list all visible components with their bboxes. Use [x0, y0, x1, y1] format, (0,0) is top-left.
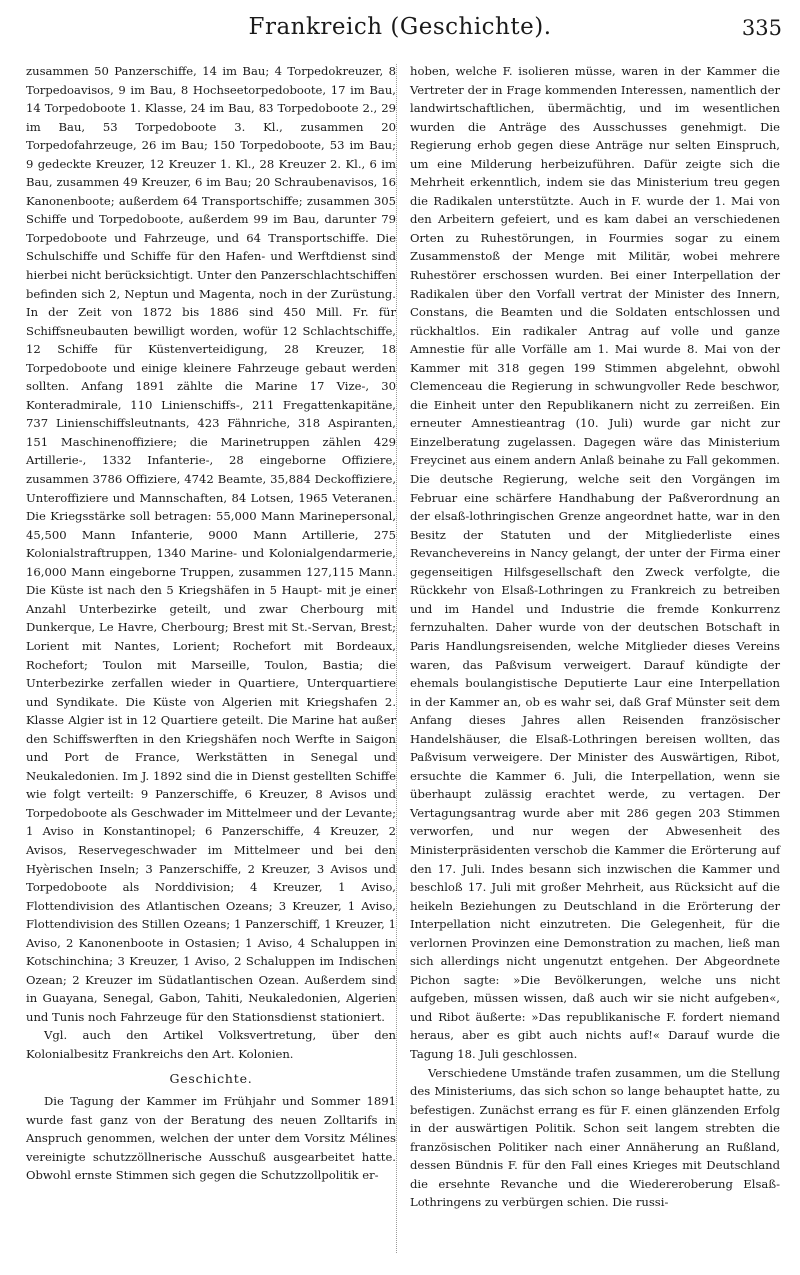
- right-paragraph-ministerium: Verschiedene Umstände trafen zusammen, um die Stellung des Ministeriums, das sich schon so lange behauptet hatte, zu befestigen. Zunächst errang es für F. einen glänzenden Erfolg in der auswärtigen Politik. Schon seit langem strebten die französischen Politiker nach einer Annäherung an Rußland, dessen Bündnis F. für den Fall eines Krieges mit Deutschland die ersehnte Revanche und die Wiedereroberung Elsaß-Lothringens zu verbürgen schien. Die russi-: [410, 1065, 780, 1210]
- left-paragraph-history: Die Tagung der Kammer im Frühjahr und Sommer 1891 wurde fast ganz von der Beratung des neuen Zolltarifs in Anspruch genommen, welchen der unter dem Vorsitz Mélines vereinigte schutzzöllnerische Ausschuß ausgearbeitet hatte. Obwohl ernste Stimmen sich gegen die Schutzzollpolitik er-: [26, 1094, 396, 1183]
- right-column: [410, 62, 780, 1265]
- running-head-title: Frankreich (Geschichte).: [248, 14, 552, 40]
- text-columns: [26, 62, 782, 1265]
- page-number: 335: [741, 16, 782, 40]
- left-paragraph-marine: zusammen 50 Panzerschiffe, 14 im Bau; 4 Torpedokreuzer, 8 Torpedoavisos, 9 im Bau, 8 Hochseetorpedoboote, 17 im Bau, 14 Torpedoboote 1. Klasse, 24 im Bau, 83 Torpedoboote 2., 29 im Bau, 53 Torpedoboote 3. Kl., zusammen 20 Torpedofahrzeuge, 26 im Bau; 150 Torpedoboote, 53 im Bau; 9 gedeckte Kreuzer, 12 Kreuzer 1. Kl., 28 Kreuzer 2. Kl., 6 im Bau, zusammen 49 Kreuzer, 6 im Bau; 20 Schraubenavisos, 16 Kanonenboote; außerdem 64 Transportschiffe; zusammen 305 Schiffe und Torpedoboote, außerdem 99 im Bau, darunter 79 Torpedoboote und Fahrzeuge, und 64 Transportschiffe. Die Schulschiffe und Schiffe für den Hafen- und Werftdienst sind hierbei nicht berücksichtigt. Unter den Panzerschlachtschiffen befinden sich 2, Neptun und Magenta, noch in der Zurüstung. In der Zeit von 1872 bis 1886 sind 450 Mill. Fr. für Schiffsneubauten bewilligt worden, wofür 12 Schlachtschiffe, 12 Schiffe für Küstenverteidigung, 28 Kreuzer, 18 Torpedoboote und einige kleinere Fahrzeuge gebaut werden sollten. Anfang 1891 zählte die Marine 17 Vize-, 30 Konteradmirale, 110 Linienschiffs-, 211 Fregattenkapitäne, 737 Linienschiffsleutnants, 423 Fähnriche, 318 Aspiranten, 151 Maschinenoffiziere; die Marinetruppen zählen 429 Artillerie-, 1332 Infanterie-, 28 eingeborne Offiziere, zusammen 3786 Offiziere, 4742 Beamte, 35,884 Deckoffiziere, Unteroffiziere und Mannschaften, 84 Lotsen, 1965 Veteranen. Die Kriegsstärke soll betragen: 55,000 Mann Marinepersonal, 45,500 Mann Infanterie, 9000 Mann Artillerie, 275 Kolonialstraftruppen, 1340 Marine- und Kolonialgendarmerie, 16,000 Mann eingeborne Truppen, zusammen 127,115 Mann. Die Küste ist nach den 5 Kriegshäfen in 5 Haupt- mit je einer Anzahl Unterbezirke geteilt, und zwar Cherbourg mit Dunkerque, Le Havre, Cherbourg; Brest mit St.-Servan, Brest; Lorient mit Nantes, Lorient; Rochefort mit Bordeaux, Rochefort; Toulon mit Marseille, Toulon, Bastia; die Unterbezirke zerfallen wieder in Quartiere, Unterquartiere und Syndikate. Die Küste von Algerien mit Kriegshafen 2. Klasse Algier ist in 12 Quartiere geteilt. Die Marine hat außer den Schiffswerften in den Kriegshäfen noch Werfte in Saigon und Port de France, Werkstätten in Senegal und Neukaledonien. Im J. 1892 sind die in Dienst gestellten Schiffe wie folgt verteilt: 9 Panzerschiffe, 6 Kreuzer, 8 Avisos und Torpedoboote als Geschwader im Mittelmeer und der Levante; 1 Aviso in Konstantinopel; 6 Panzerschiffe, 4 Kreuzer, 2 Avisos, Reservegeschwader im Mittelmeer und bei den Hyèrischen Inseln; 3 Panzerschiffe, 2 Kreuzer, 3 Avisos und Torpedoboote als Norddivision; 4 Kreuzer, 1 Aviso, Flottendivision des Atlantischen Ozeans; 3 Kreuzer, 1 Aviso, Flottendivision des Stillen Ozeans; 1 Panzerschiff, 1 Kreuzer, 1 Aviso, 2 Kanonenboote in Ostasien; 1 Aviso, 4 Schaluppen in Kotschinchina; 3 Kreuzer, 1 Aviso, 2 Schaluppen im Indischen Ozean; 2 Kreuzer im Südatlantischen Ozean. Außerdem sind in Guayana, Senegal, Gabon, Tahiti, Neukaledonien, Algerien und Tunis noch Fahrzeuge für den Stationsdienst stationiert.: [26, 64, 396, 1024]
- right-paragraph-kammer: hoben, welche F. isolieren müsse, waren in der Kammer die Vertreter der in Frage kommenden Interessen, namentlich der landwirtschaftlichen, übermächtig, und im wesentlichen wurden die Anträge des Ausschusses genehmigt. Die Regierung erhob gegen diese Anträge nur selten Einspruch, um eine Milderung herbeizuführen. Dafür zeigte sich die Mehrheit erkenntlich, indem sie das Ministerium treu gegen die Radikalen unterstützte. Auch in F. wurde der 1. Mai von den Arbeitern gefeiert, und es kam dabei an verschiedenen Orten zu Ruhestörungen, in Fourmies sogar zu einem Zusammenstoß der Menge mit Militär, wobei mehrere Ruhestörer erschossen wurden. Bei einer Interpellation der Radikalen über den Vorfall vertrat der Minister des Innern, Constans, die Beamten und die Soldaten entschlossen und rückhaltlos. Ein radikaler Antrag auf volle und ganze Amnestie für alle Vorfälle am 1. Mai wurde 8. Mai von der Kammer mit 318 gegen 199 Stimmen abgelehnt, obwohl Clemenceau die Regierung in schwungvoller Rede beschwor, die Einheit unter den Republikanern nicht zu zerreißen. Ein erneuter Amnestieantrag (10. Juli) wurde gar nicht zur Einzelberatung zugelassen. Dagegen wäre das Ministerium Freycinet aus einem andern Anlaß beinahe zu Fall gekommen. Die deutsche Regierung, welche seit den Vorgängen im Februar eine schärfere Handhabung der Paßverordnung an der elsaß-lothringischen Grenze angeordnet hatte, war in den Besitz der Statuten und der Mitgliederliste eines Revanchevereins in Nancy gelangt, der unter der Firma einer gegenseitigen Hilfsgesellschaft den Zweck verfolgte, die Rückkehr von Elsaß-Lothringen zu Frankreich zu betreiben und im Handel und Industrie die fremde Konkurrenz fernzuhalten. Daher wurde von der deutschen Botschaft in Paris Handlungsreisenden, welche Mitglieder dieses Vereins waren, das Paßvisum verweigert. Darauf kündigte der ehemals boulangistische Deputierte Laur eine Interpellation in der Kammer an, ob es wahr sei, daß Graf Münster seit dem Anfang dieses Jahres allen Reisenden französischer Handelshäuser, die Elsaß-Lothringen bereisen wollten, das Paßvisum verweigere. Der Minister des Auswärtigen, Ribot, ersuchte die Kammer 6. Juli, die Interpellation, wenn sie überhaupt zulässig erachtet werde, zu vertagen. Der Vertagungsantrag wurde aber mit 286 gegen 203 Stimmen verworfen, und nur wegen der Abwesenheit des Ministerpräsidenten verschob die Kammer die Erörterung auf den 17. Juli. Indes besann sich inzwischen die Kammer und beschloß 17. Juli mit großer Mehrheit, aus Rücksicht auf die heikeln Beziehungen zu Deutschland in die Erörterung der Interpellation nicht einzutreten. Die Gelegenheit, für die verlornen Provinzen eine Demonstration zu machen, ließ man sich allerdings nicht ungenutzt entgehen. Der Abgeordnete Pichon sagte: »Die Bevölkerungen, welche uns nicht aufgeben, müssen wissen, daß auch wir sie nicht aufgeben«, und Ribot äußerte: »Das republikanische F. fordert niemand heraus, aber es gibt auch nichts auf!« Darauf wurde die Tagung 18. Juli geschlossen.: [410, 64, 780, 1061]
- page-header: [14, 14, 786, 54]
- left-column: [26, 62, 396, 1265]
- left-paragraph-see-also: Vgl. auch den Artikel Volksvertretung, über den Kolonialbesitz Frankreichs den Art. Kolonien.: [26, 1028, 396, 1061]
- section-heading-geschichte: Geschichte.: [169, 1070, 253, 1086]
